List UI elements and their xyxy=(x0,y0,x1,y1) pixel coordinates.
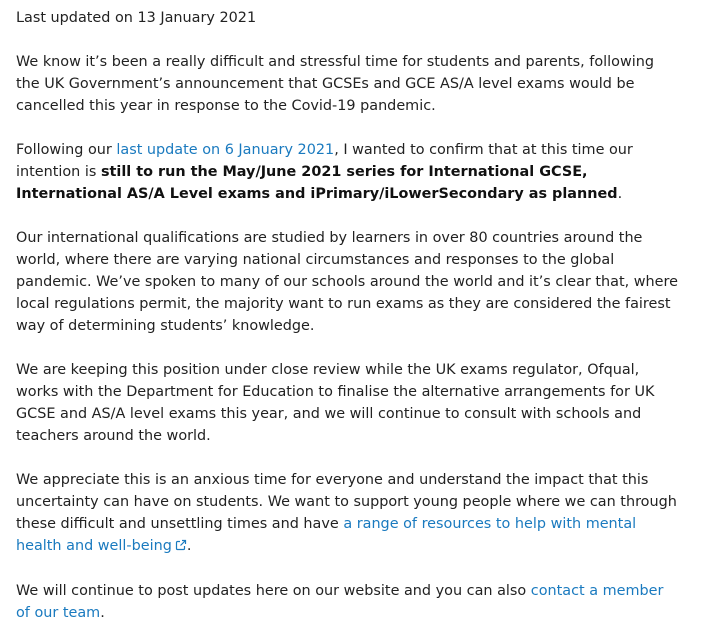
paragraph-intro: We know it’s been a really difficult and stressful time for students and parents, following the UK Government’s announcement that GCSEs and GCE AS/A level exams would be cancelled this year in response to the Covid-19 pandemic. xyxy=(16,54,654,114)
paragraph-review: We are keeping this position under close review while the UK exams regulator, Ofqual, works with the Department for Education to finalise the alternative arrangements for UK GCSE and AS/A level exams this year, and we will continue to consult with schools and teachers around the world. xyxy=(16,362,655,444)
paragraph-intention xyxy=(16,139,681,205)
paragraph-wellbeing-after: . xyxy=(186,538,192,554)
paragraph-international: Our international qualifications are studied by learners in over 80 countries around the world, where there are varying national circumstances and responses to the global pandemic. We’ve spoken to many of our schools around the world and it’s clear that, where local regulations permit, the majority want to run exams as they are considered the fairest way of determining students’ knowledge. xyxy=(16,230,678,334)
paragraph-wellbeing xyxy=(16,469,681,558)
intention-statement: still to run the May/June 2021 series for International GCSE, International AS/A Level exams and iPrimary/iLowerSecondary as planned xyxy=(16,164,618,202)
paragraph-wellbeing-before: We appreciate this is an anxious time for everyone and understand the impact that this uncertainty can have on students. We want to support young people where we can through these difficult and unsettling times and have xyxy=(16,472,677,532)
paragraph-intention-before: Following our xyxy=(16,142,117,158)
external-link-icon xyxy=(175,536,187,558)
contact-team-link[interactable]: contact a member of our team xyxy=(16,583,664,621)
paragraph-contact-before: We will continue to post updates here on our website and you can also xyxy=(16,583,531,599)
wellbeing-resources-link-text: a range of resources to help with mental health and well-being xyxy=(16,516,637,554)
paragraph-intention-after: . xyxy=(617,186,623,202)
last-updated-text: Last updated on 13 January 2021 xyxy=(16,10,257,26)
paragraph-contact xyxy=(16,580,681,624)
last-update-link[interactable]: last update on 6 January 2021 xyxy=(116,142,335,158)
paragraph-intention-middle: , I wanted to confirm that at this time our intention is xyxy=(16,142,633,180)
paragraph-contact-after: . xyxy=(100,605,105,621)
